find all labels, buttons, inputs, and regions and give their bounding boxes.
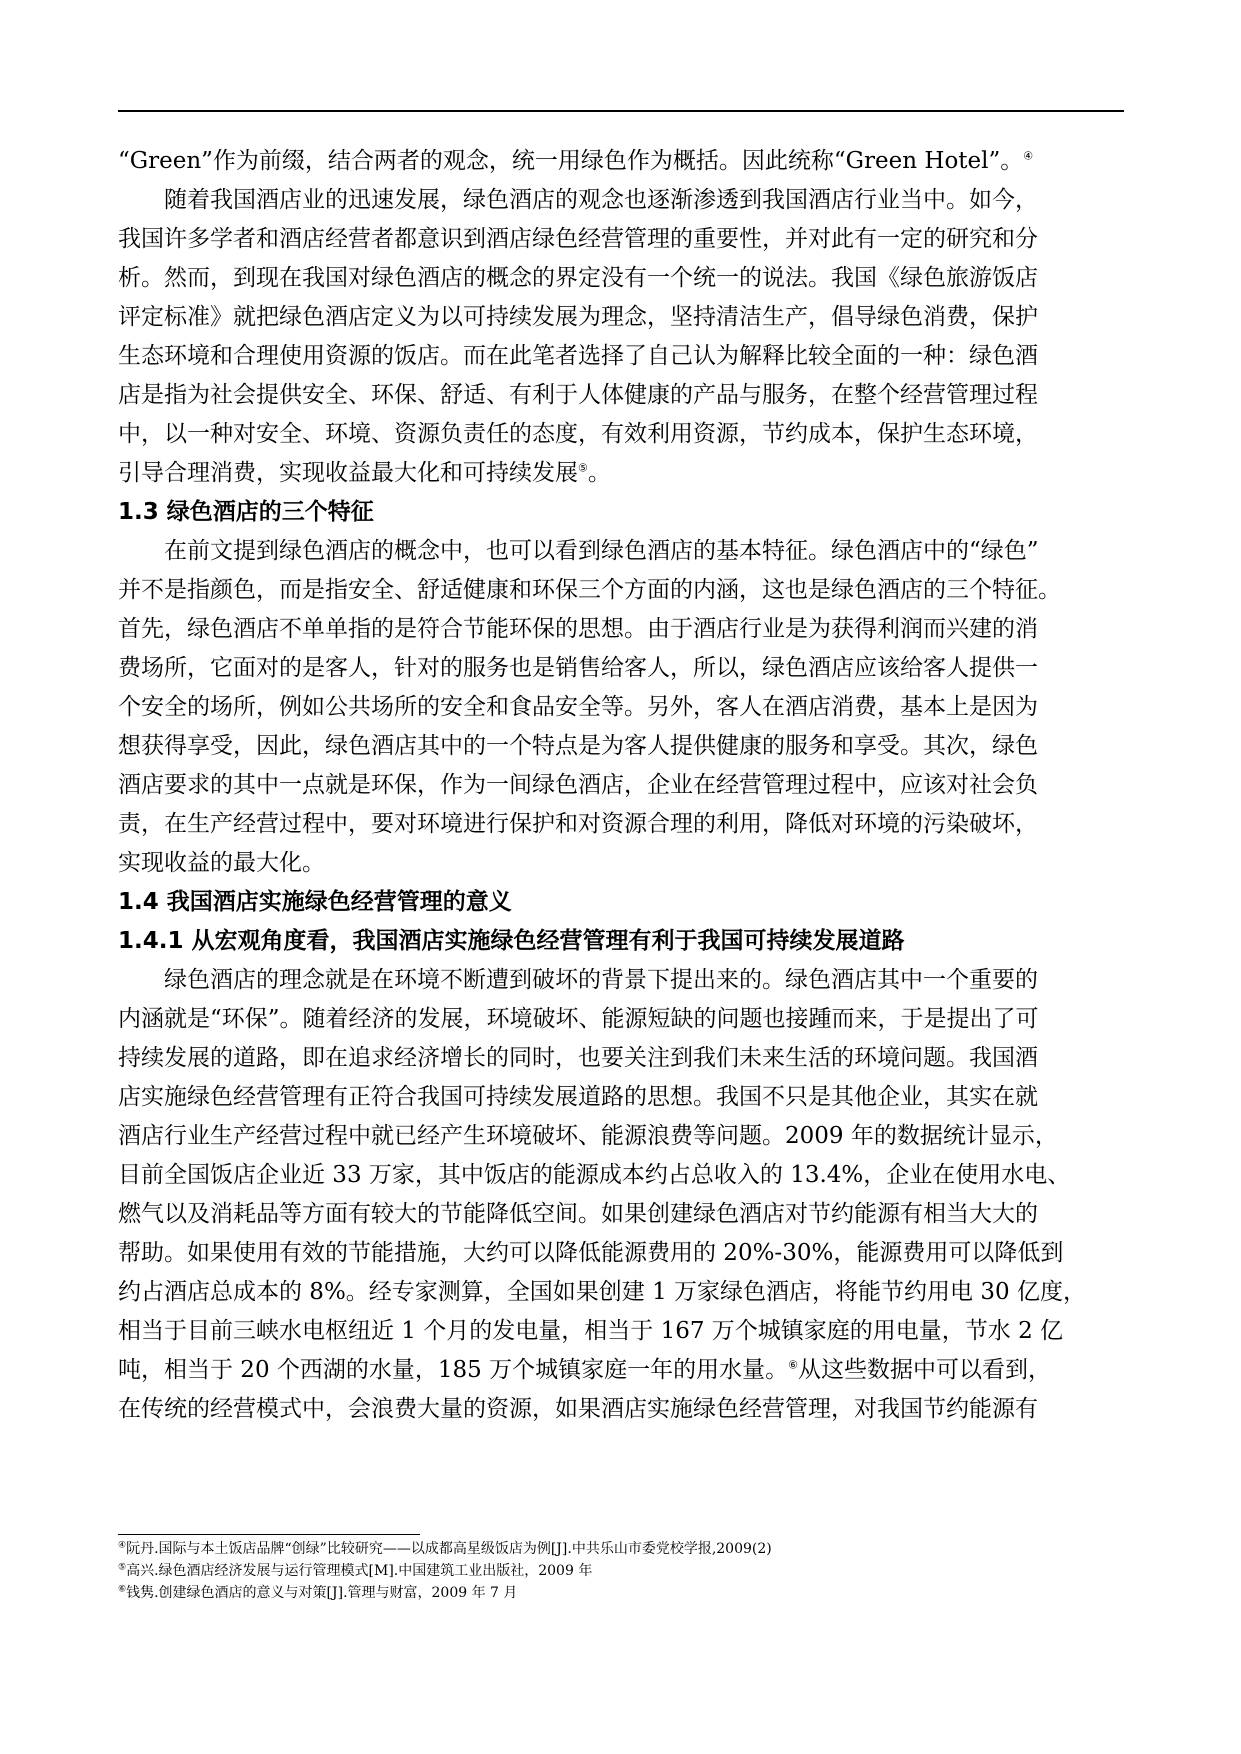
footnote-mark: ④ — [118, 1540, 127, 1551]
text-line-tail: 从这些数据中可以看到， — [797, 1357, 1051, 1383]
text-line: 帮助。如果使用有效的节能措施，大约可以降低能源费用的 20%-30%，能源费用可以降低到 — [118, 1240, 1064, 1266]
text-line: 在传统的经营模式中，会浪费大量的资源，如果酒店实施绿色经营管理，对我国节约能源有 — [118, 1396, 1038, 1422]
text-line: 并不是指颜色，而是指安全、舒适健康和环保三个方面的内涵，这也是绿色酒店的三个特征。 — [118, 577, 1061, 603]
footnote — [118, 1538, 1124, 1560]
text-line — [118, 142, 1124, 181]
text-line: 内涵就是“环保”。随着经济的发展，环境破坏、能源短缺的问题也接踵而来，于是提出了可 — [118, 1006, 1039, 1032]
text-line: 生态环境和合理使用资源的饭店。而在此笔者选择了自己认为解释比较全面的一种：绿色酒 — [118, 343, 1038, 369]
text-line: 相当于目前三峡水电枢纽近 1 个月的发电量，相当于 167 万个城镇家庭的用电量，节水 2 亿 — [118, 1318, 1064, 1344]
text-line: 中，以一种对安全、环境、资源负责任的态度，有效利用资源，节约成本，保护生态环境， — [118, 421, 1038, 447]
text-line: 约占酒店总成本的 8%。经专家测算，全国如果创建 1 万家绿色酒店，将能节约用电 30 亿度， — [118, 1279, 1086, 1305]
footnote-text: 高兴.绿色酒店经济发展与运行管理模式[M].中国建筑工业出版社，2009 年 — [126, 1563, 593, 1579]
text-line: 持续发展的道路，即在追求经济增长的同时，也要关注到我们未来生活的环境问题。我国酒 — [118, 1045, 1038, 1071]
text-line: 店是指为社会提供安全、环保、舒适、有利于人体健康的产品与服务，在整个经营管理过程 — [118, 382, 1038, 408]
text-line: 绿色酒店的理念就是在环境不断遭到破坏的背景下提出来的。绿色酒店其中一个重要的 — [164, 967, 1038, 993]
text-line: 在前文提到绿色酒店的概念中，也可以看到绿色酒店的基本特征。绿色酒店中的“绿色” — [164, 538, 1039, 564]
text-line: 析。然而，到现在我国对绿色酒店的概念的界定没有一个统一的说法。我国《绿色旅游饭店 — [118, 265, 1038, 291]
text-line: 目前全国饭店企业近 33 万家，其中饭店的能源成本约占总收入的 13.4%，企业在使用水电、 — [118, 1162, 1071, 1188]
footnote-ref: ⑤ — [578, 461, 588, 475]
section-heading: 1.3 绿色酒店的三个特征 — [118, 499, 374, 525]
footnote-mark: ⑤ — [118, 1562, 127, 1573]
text-line-content: “Green”作为前缀，结合两者的观念，统一用绿色作为概括。因此统称“Green Hotel”。 — [118, 148, 1024, 174]
header-rule — [118, 110, 1124, 112]
footnote-ref: ④ — [1023, 149, 1034, 163]
section-heading: 1.4 我国酒店实施绿色经营管理的意义 — [118, 889, 512, 915]
text-line: 费场所，它面对的是客人，针对的服务也是销售给客人，所以，绿色酒店应该给客人提供一 — [118, 655, 1038, 681]
footnote-mark: ⑥ — [118, 1584, 127, 1595]
text-line: 想获得享受，因此，绿色酒店其中的一个特点是为客人提供健康的服务和享受。其次，绿色 — [118, 733, 1038, 759]
footnote-rule — [118, 1534, 420, 1535]
text-line — [118, 1351, 1124, 1390]
text-line: 评定标准》就把绿色酒店定义为以可持续发展为理念，坚持清洁生产，倡导绿色消费，保护 — [118, 304, 1038, 330]
text-line-content: 引导合理消费，实现收益最大化和可持续发展 — [118, 460, 578, 486]
text-line: 燃气以及消耗品等方面有较大的节能降低空间。如果创建绿色酒店对节约能源有相当大大的 — [118, 1201, 1038, 1227]
text-line: 酒店行业生产经营过程中就已经产生环境破坏、能源浪费等问题。2009 年的数据统计显示， — [118, 1123, 1058, 1149]
text-line: 店实施绿色经营管理有正符合我国可持续发展道路的思想。我国不只是其他企业，其实在就 — [118, 1084, 1038, 1110]
text-line-content: 吨，相当于 20 个西湖的水量，185 万个城镇家庭一年的用水量。 — [118, 1357, 789, 1383]
footnote-text: 阮丹.国际与本土饭店品牌“创绿”比较研究——以成都高星级饭店为例[J].中共乐山市委党校学报,2009(2) — [126, 1541, 772, 1557]
text-line-tail: 。 — [587, 460, 611, 486]
footnote — [118, 1582, 1124, 1604]
text-line: 责，在生产经营过程中，要对环境进行保护和对资源合理的利用，降低对环境的污染破坏， — [118, 811, 1038, 837]
subsection-heading: 1.4.1 从宏观角度看，我国酒店实施绿色经营管理有利于我国可持续发展道路 — [118, 928, 905, 954]
text-line: 随着我国酒店业的迅速发展，绿色酒店的观念也逐渐渗透到我国酒店行业当中。如今， — [164, 187, 1038, 213]
text-line: 酒店要求的其中一点就是环保，作为一间绿色酒店，企业在经营管理过程中，应该对社会负 — [118, 772, 1038, 798]
footnotes — [118, 1538, 1124, 1604]
text-line: 实现收益的最大化。 — [118, 850, 325, 876]
footnote-text: 钱隽.创建绿色酒店的意义与对策[J].管理与财富，2009 年 7 月 — [126, 1585, 518, 1601]
text-line — [118, 454, 1124, 493]
text-line: 个安全的场所，例如公共场所的安全和食品安全等。另外，客人在酒店消费，基本上是因为 — [118, 694, 1038, 720]
footnote — [118, 1560, 1124, 1582]
body-text — [118, 142, 1124, 1429]
footnote-ref: ⑥ — [788, 1358, 798, 1372]
text-line: 我国许多学者和酒店经营者都意识到酒店绿色经营管理的重要性，并对此有一定的研究和分 — [118, 226, 1038, 252]
text-line: 首先，绿色酒店不单单指的是符合节能环保的思想。由于酒店行业是为获得利润而兴建的消 — [118, 616, 1038, 642]
